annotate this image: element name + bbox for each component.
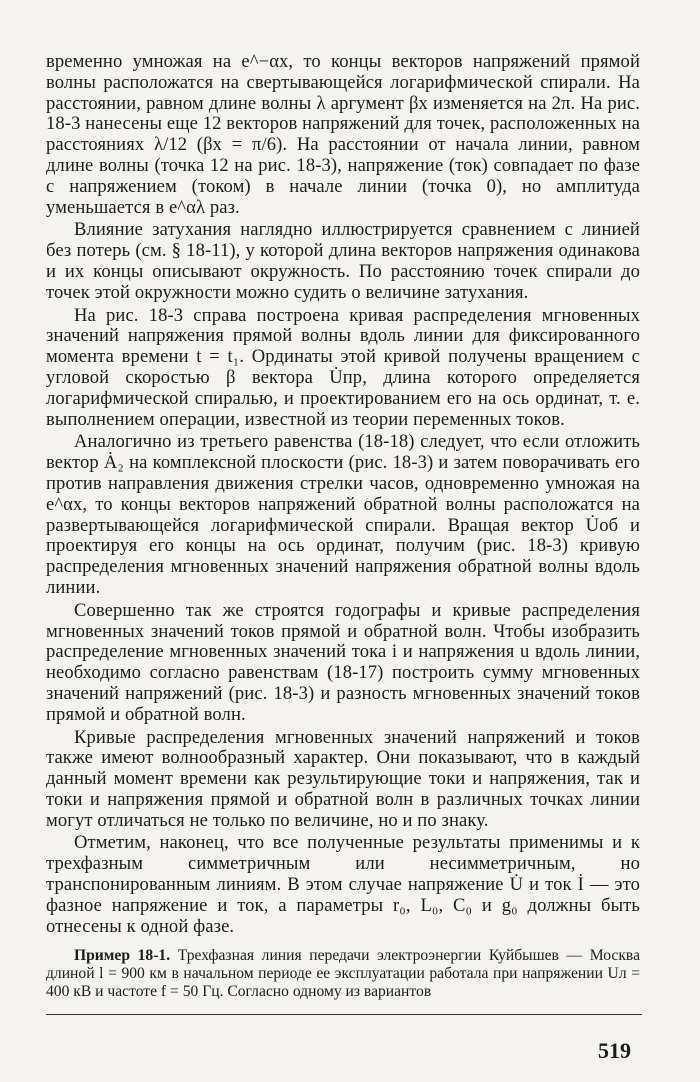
paragraph-6: Кривые распределения мгновенных значений напряжений и токов также имеют волнообразный характер. Они показывают, что в каждый данный момент времени как результирующие токи и напряжения, так и токи и напряжения прямой и обратной волн в различных точках линии могут отличаться не только по величине, но и по знаку. xyxy=(46,726,640,831)
paragraph-4: Аналогично из третьего равенства (18-18) следует, что если отложить вектор Ȧ₂ на комплексной плоскости (рис. 18-3) и затем поворачивать его против направления движения стрелки часов, одновременно умножая на e^αx, то концы векторов напряжений обратной волны расположатся на развертывающейся логарифмической спирали. Вращая вектор U̇об и проектируя его концы на ось ординат, получим (рис. 18-3) кривую распределения мгновенных значений напряжения обратной волны вдоль линии. xyxy=(46,431,640,598)
example-18-1 xyxy=(46,947,640,1001)
body-text xyxy=(46,52,640,1017)
page-bottom-mask xyxy=(0,1016,700,1036)
paragraph-3: На рис. 18-3 справа построена кривая распределения мгновенных значений напряжения прямой волны вдоль линии для фиксированного момента времени t = t₁. Ординаты этой кривой получены вращением с угловой скоростью β вектора U̇пр, длина которого определяется логарифмической спиралью, и проектированием его на ось ординат, т. е. выполнением операции, известной из теории переменных токов. xyxy=(46,304,640,430)
example-label: Пример 18-1. xyxy=(74,947,171,965)
example-text: Трехфазная линия передачи электроэнергии Куйбышев — Москва длиной l = 900 км в начальном периоде ее эксплуатации работала при напряжении Uл = 400 кВ и частоте f = 50 Гц. Согласно одному из вариантов xyxy=(46,947,641,1001)
paragraph-1: временно умножая на e^−αx, то концы векторов напряжений прямой волны расположатся на свертывающейся логарифмической спирали. На расстоянии, равном длине волны λ аргумент βx изменяется на 2π. На рис. 18-3 нанесены еще 12 векторов напряжений для точек, расположенных на расстояниях λ/12 (βx = π/6). На расстоянии от начала линии, равном длине волны (точка 12 на рис. 18-3), напряжение (ток) совпадает по фазе с напряжением (током) в начале линии (точка 0), но амплитуда уменьшается в e^αλ раз. xyxy=(46,51,640,218)
paragraph-7: Отметим, наконец, что все полученные результаты применимы и к трехфазным симметричным или несимметричным, но транспонированным линиям. В этом случае напряжение U̇ и ток İ — это фазное напряжение и ток, а параметры r₀, L₀, C₀ и g₀ должны быть отнесены к одной фазе. xyxy=(46,832,640,937)
paragraph-2: Влияние затухания наглядно иллюстрируется сравнением с линией без потерь (см. § 18-11), у которой длина векторов напряжения одинакова и их концы описывают окружность. По расстоянию точек спирали до точек этой окружности можно судить о величине затухания. xyxy=(46,219,640,303)
strike-rule xyxy=(46,1014,642,1015)
page-number: 519 xyxy=(598,1038,631,1063)
paragraph-5: Совершенно так же строятся годографы и кривые распределения мгновенных значений токов прямой и обратной волн. Чтобы изобразить распределение мгновенных значений тока i и напряжения u вдоль линии, необходимо согласно равенствам (18-17) построить сумму мгновенных значений напряжений (рис. 18-3) и разность мгновенных значений токов прямой и обратной волн. xyxy=(46,599,640,725)
